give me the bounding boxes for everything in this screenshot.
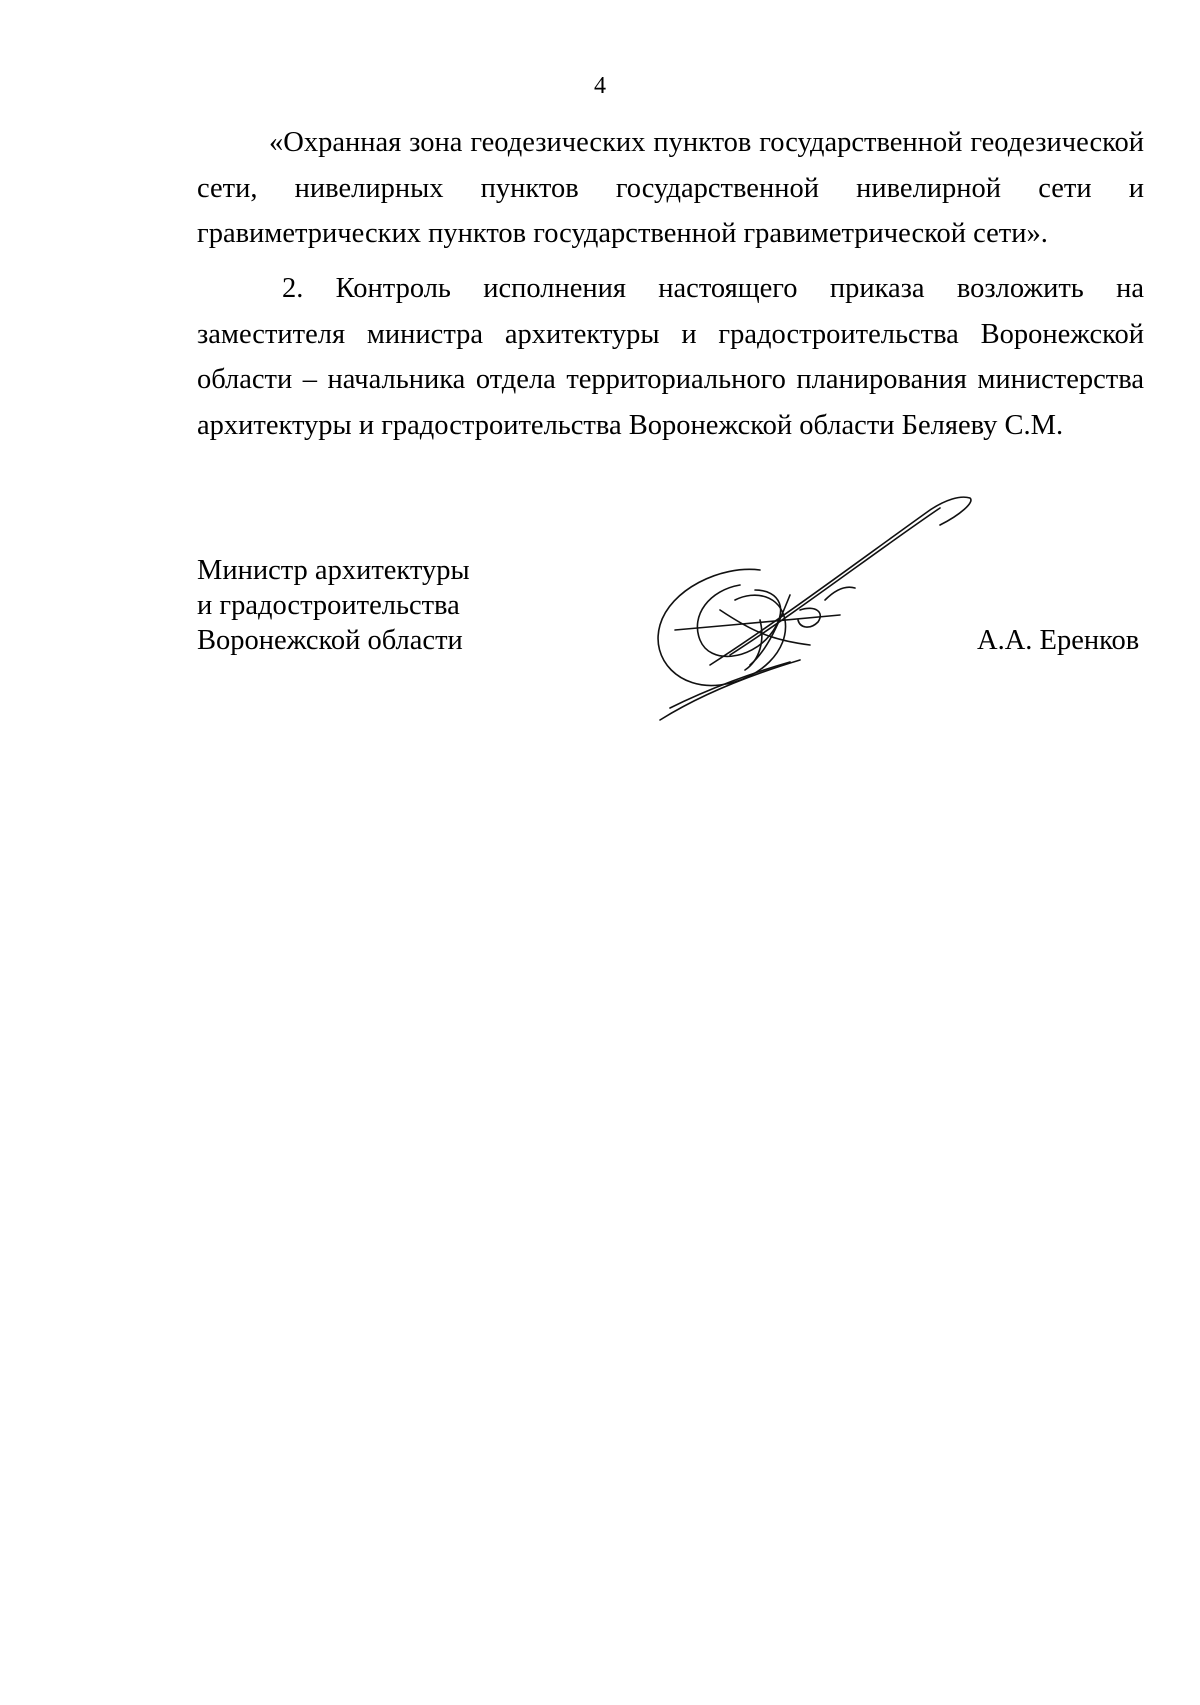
handwritten-signature xyxy=(640,490,1010,740)
signatory-position xyxy=(197,553,470,658)
paragraph-protection-zone: «Охранная зона геодезических пунктов государственной геодезической сети, нивелирных пунктов государственной нивелирной сети и гравиметрических пунктов государственной гравиметрической сети». xyxy=(197,127,1144,249)
position-line: и градостроительства xyxy=(197,590,460,621)
position-line: Министр архитектуры xyxy=(197,555,470,586)
position-line: Воронежской области xyxy=(197,625,463,656)
page-number: 4 xyxy=(594,73,606,99)
signer-name: А.А. Еренков xyxy=(977,625,1140,656)
paragraph-control: 2. Контроль исполнения настоящего приказа возложить на заместителя министра архитектуры и градостроительства Воронежской области – начальника отдела территориального планирования министерства архитектуры и градостроительства Воронежской области Беляеву С.М. xyxy=(197,273,1144,441)
